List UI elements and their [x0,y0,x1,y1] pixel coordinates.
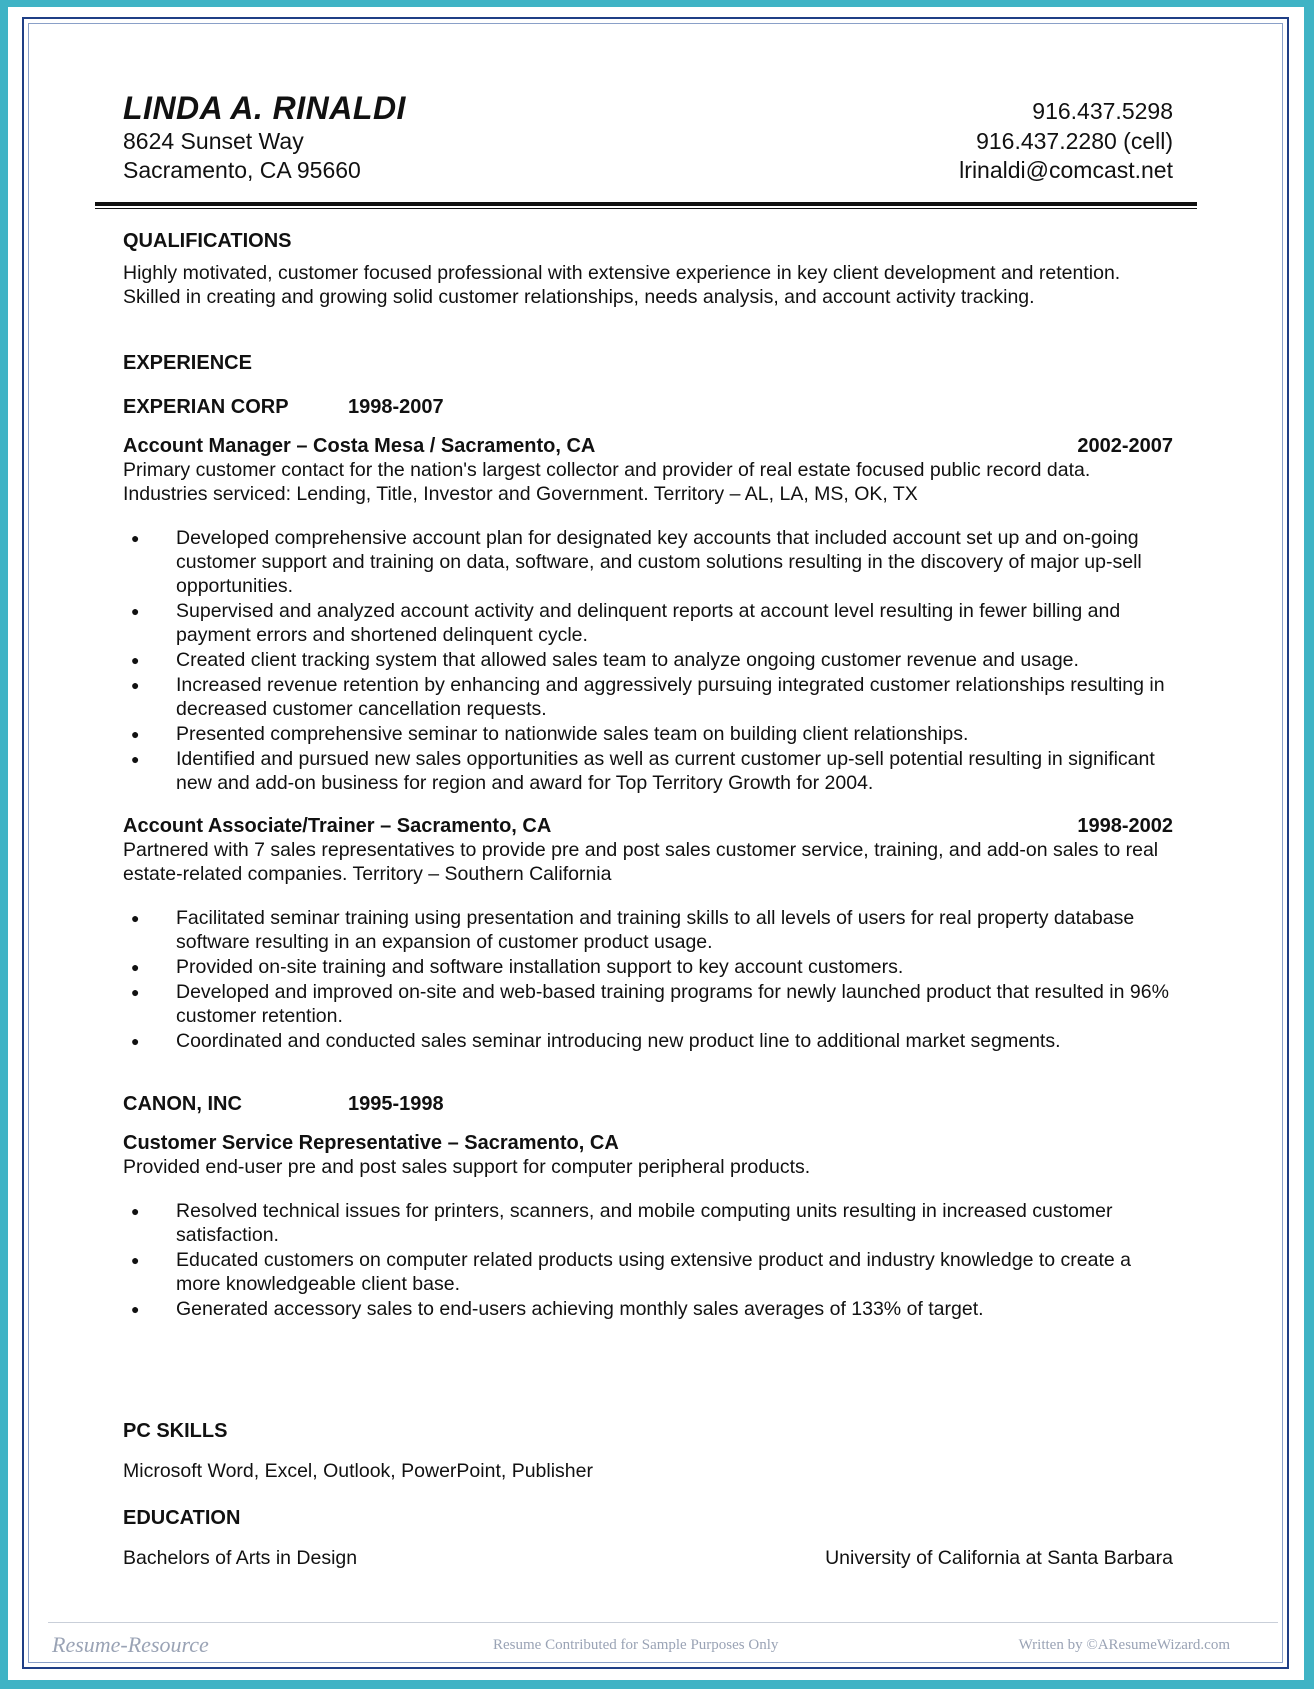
list-item: ● Generated accessory sales to end-users achieving monthly sales averages of 133% of target. [131,1298,984,1320]
job-bullets [123,906,1173,1053]
pc-skills-heading: PC SKILLS [123,1420,228,1442]
job-bullets [123,526,1173,795]
company-name: CANON, INC [123,1093,242,1115]
qualifications-text: Highly motivated, customer focused professional with extensive experience in key client development and retention. Skilled in creating and growing solid customer relationships, needs analysis, and account activity tracking. [123,262,1121,308]
list-item: ● Coordinated and conducted sales seminar introducing new product line to additional market segments. [131,1030,1061,1052]
qualifications-heading: QUALIFICATIONS [123,230,292,252]
list-item: ● Developed and improved on-site and web-based training programs for newly launched product that resulted in 96% customer retention. [131,981,1169,1027]
header-divider-thin [95,208,1197,209]
qualifications-section [123,230,1173,309]
address-line-1: 8624 Sunset Way [123,128,304,154]
job-description: Primary customer contact for the nation's largest collector and provider of real estate focused public record data. Industries serviced: Lending, Title, Investor and Government. Territory – AL, LA, MS, OK, TX [123,459,1091,505]
job-title: Account Manager – Costa Mesa / Sacramento, CA [123,435,596,457]
degree: Bachelors of Arts in Design [123,1547,358,1569]
company-years: 1998-2007 [348,396,444,418]
list-item: ● Developed comprehensive account plan for designated key accounts that included account set up and on-going customer support and training on data, software, and custom solutions resulting in the discovery of major up-sell opportunities. [131,527,1142,597]
pc-skills-text: Microsoft Word, Excel, Outlook, PowerPoint, Publisher [123,1460,593,1482]
email: lrinaldi@comcast.net [959,157,1173,183]
cell-phone: 916.437.2280 (cell) [976,128,1173,154]
job-years: 2002-2007 [1077,435,1173,457]
footer-credit: Written by ©AResumeWizard.com [1018,1637,1230,1653]
education-section [123,1507,1173,1570]
job-title-row [123,435,1173,458]
education-heading: EDUCATION [123,1507,241,1529]
footer-disclaimer: Resume Contributed for Sample Purposes Only [493,1637,779,1653]
company-experian [123,396,1173,419]
list-item: ● Created client tracking system that allowed sales team to analyze ongoing customer revenue and usage. [131,649,1079,671]
list-item: ● Identified and pursued new sales opportunities as well as current customer up-sell potential resulting in significant new and add-on business for region and award for Top Territory Growth for 2004. [131,748,1155,794]
list-item: ● Presented comprehensive seminar to nationwide sales team on building client relationships. [131,723,969,745]
pc-skills-section [123,1420,1173,1483]
job-years: 1998-2002 [1077,815,1173,837]
job-description: Partnered with 7 sales representatives to provide pre and post sales customer service, training, and add-on sales to real estate-related companies. Territory – Southern California [123,839,1159,885]
company-years: 1995-1998 [348,1093,444,1115]
education-row [123,1546,1173,1570]
experience-heading: EXPERIENCE [123,352,252,374]
job-title-row [123,815,1173,838]
experience-section [123,352,1173,1322]
address-line-2: Sacramento, CA 95660 [123,157,361,183]
page-footer [48,1622,1278,1663]
list-item: ● Educated customers on computer related products using extensive product and industry knowledge to create a more knowledgeable client base. [131,1249,1131,1295]
list-item: ● Supervised and analyzed account activity and delinquent reports at account level resulting in fewer billing and payment errors and shortened delinquent cycle. [131,600,1121,646]
list-item: ● Facilitated seminar training using presentation and training skills to all levels of users for real property database software resulting in an expansion of customer product usage. [131,907,1135,953]
resume-resource-logo: Resume-Resource [52,1632,209,1657]
list-item: ● Provided on-site training and software installation support to key account customers. [131,956,904,978]
company-canon [123,1093,1173,1116]
phone: 916.437.5298 [1032,98,1173,124]
company-name: EXPERIAN CORP [123,396,289,418]
school: University of California at Santa Barbara [825,1547,1173,1569]
job-bullets [123,1199,1173,1321]
header-divider [95,202,1197,206]
resume-header [123,90,1173,185]
list-item: ● Resolved technical issues for printers, scanners, and mobile computing units resulting in increased customer satisfaction. [131,1200,1113,1246]
candidate-name: LINDA A. RINALDI [123,90,406,126]
job-description: Provided end-user pre and post sales support for computer peripheral products. [123,1156,811,1178]
job-title: Account Associate/Trainer – Sacramento, CA [123,815,552,837]
list-item: ● Increased revenue retention by enhancing and aggressively pursuing integrated customer relationships resulting in decreased customer cancellation requests. [131,674,1165,720]
job-title: Customer Service Representative – Sacramento, CA [123,1132,619,1154]
